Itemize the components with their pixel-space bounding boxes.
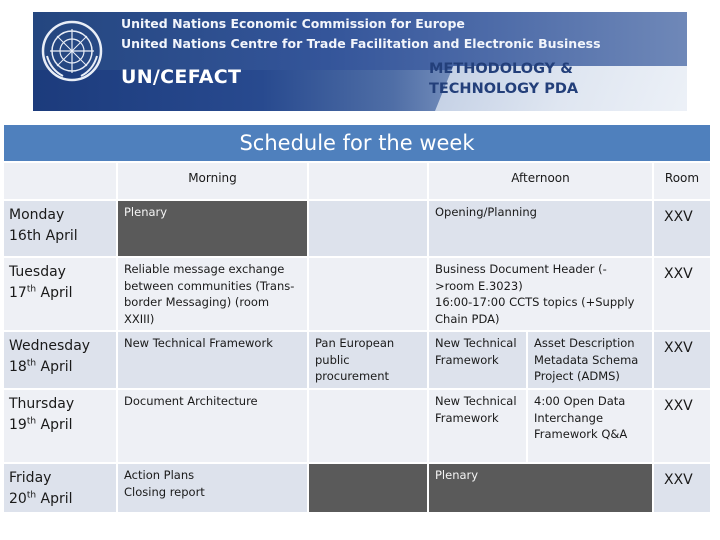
day-suffix: th [26, 415, 37, 426]
day-number: 18 [9, 358, 27, 375]
friday-morning-cell [117, 463, 308, 513]
day-suffix: th [26, 357, 37, 368]
banner-subtitle-line2: TECHNOLOGY PDA [429, 81, 579, 97]
monday-afternoon-cell [428, 200, 653, 257]
day-cell-wednesday [3, 331, 117, 389]
wednesday-afternoon-cell-b [527, 331, 653, 389]
session-text: New Technical Framework [435, 336, 517, 367]
header-room: Room [664, 171, 700, 185]
room-number: XXV [664, 472, 693, 488]
room-number: XXV [664, 266, 693, 282]
friday-afternoon-cell [428, 463, 653, 513]
day-suffix: th [26, 489, 37, 500]
day-month: April [40, 490, 73, 507]
monday-morning-cell [117, 200, 308, 257]
session-text: 16:00-17:00 CCTS topics (+Supply Chain PDA) [435, 295, 635, 326]
day-month: April [45, 227, 78, 244]
banner-org-line2: United Nations Centre for Trade Facilitation and Electronic Business [121, 36, 601, 51]
room-number: XXV [664, 209, 693, 225]
day-month: April [40, 358, 73, 375]
session-text: 4:00 Open Data Interchange Framework Q&A [534, 394, 628, 441]
day-cell-monday [3, 200, 117, 257]
session-text: Opening/Planning [435, 205, 537, 219]
day-cell-thursday [3, 389, 117, 463]
session-text: Plenary [124, 205, 168, 219]
session-text: New Technical Framework [124, 336, 273, 350]
session-text: New Technical Framework [435, 394, 517, 425]
un-emblem-icon [41, 20, 103, 82]
session-text: Document Architecture [124, 394, 258, 408]
day-name: Monday [9, 207, 65, 223]
header-morning: Morning [188, 171, 237, 185]
session-text: Asset Description Metadata Schema Project (ADMS) [534, 336, 639, 383]
day-month: April [40, 416, 73, 433]
friday-room-cell [653, 463, 711, 513]
thursday-midday-cell [308, 389, 428, 463]
tuesday-midday-cell [308, 257, 428, 331]
session-text: Closing report [124, 484, 205, 499]
session-text: Reliable message exchange between communities (Trans-border Messaging) (room XXIII) [124, 262, 295, 326]
day-number: 17 [9, 284, 27, 301]
thursday-afternoon-cell-a [428, 389, 527, 463]
header-blank-cell [308, 162, 428, 200]
banner-org-acronym: UN/CEFACT [121, 66, 242, 88]
friday-midday-cell [308, 463, 428, 513]
day-name: Tuesday [9, 264, 66, 280]
day-month: April [40, 284, 73, 301]
room-number: XXV [664, 340, 693, 356]
thursday-afternoon-cell-b [527, 389, 653, 463]
session-text: Action Plans [124, 468, 195, 482]
day-number: 16th [9, 227, 42, 244]
banner-subtitle-line1: METHODOLOGY & [429, 61, 573, 77]
header-afternoon: Afternoon [511, 171, 570, 185]
wednesday-midday-cell [308, 331, 428, 389]
day-cell-friday [3, 463, 117, 513]
day-name: Thursday [9, 396, 75, 412]
thursday-morning-cell [117, 389, 308, 463]
tuesday-room-cell [653, 257, 711, 331]
monday-midday-cell [308, 200, 428, 257]
day-number: 19 [9, 416, 27, 433]
schedule-title: Schedule for the week [239, 130, 475, 155]
session-text: Pan European public procurement [315, 336, 395, 383]
header-banner [33, 12, 687, 111]
wednesday-morning-cell [117, 331, 308, 389]
header-room-cell [653, 162, 711, 200]
day-cell-tuesday [3, 257, 117, 331]
wednesday-room-cell [653, 331, 711, 389]
wednesday-afternoon-cell-a [428, 331, 527, 389]
room-number: XXV [664, 398, 693, 414]
header-day-cell [3, 162, 117, 200]
day-suffix: th [26, 283, 37, 294]
thursday-room-cell [653, 389, 711, 463]
tuesday-afternoon-cell [428, 257, 653, 331]
session-text: Plenary [435, 468, 479, 482]
schedule-title-bar [3, 124, 711, 162]
banner-org-line1: United Nations Economic Commission for Europe [121, 16, 465, 31]
header-morning-cell [117, 162, 308, 200]
tuesday-morning-cell [117, 257, 308, 331]
day-name: Friday [9, 470, 52, 486]
monday-room-cell [653, 200, 711, 257]
day-number: 20 [9, 490, 27, 507]
header-afternoon-cell [428, 162, 653, 200]
day-name: Wednesday [9, 338, 91, 354]
session-text: Business Document Header (->room E.3023) [435, 262, 607, 293]
